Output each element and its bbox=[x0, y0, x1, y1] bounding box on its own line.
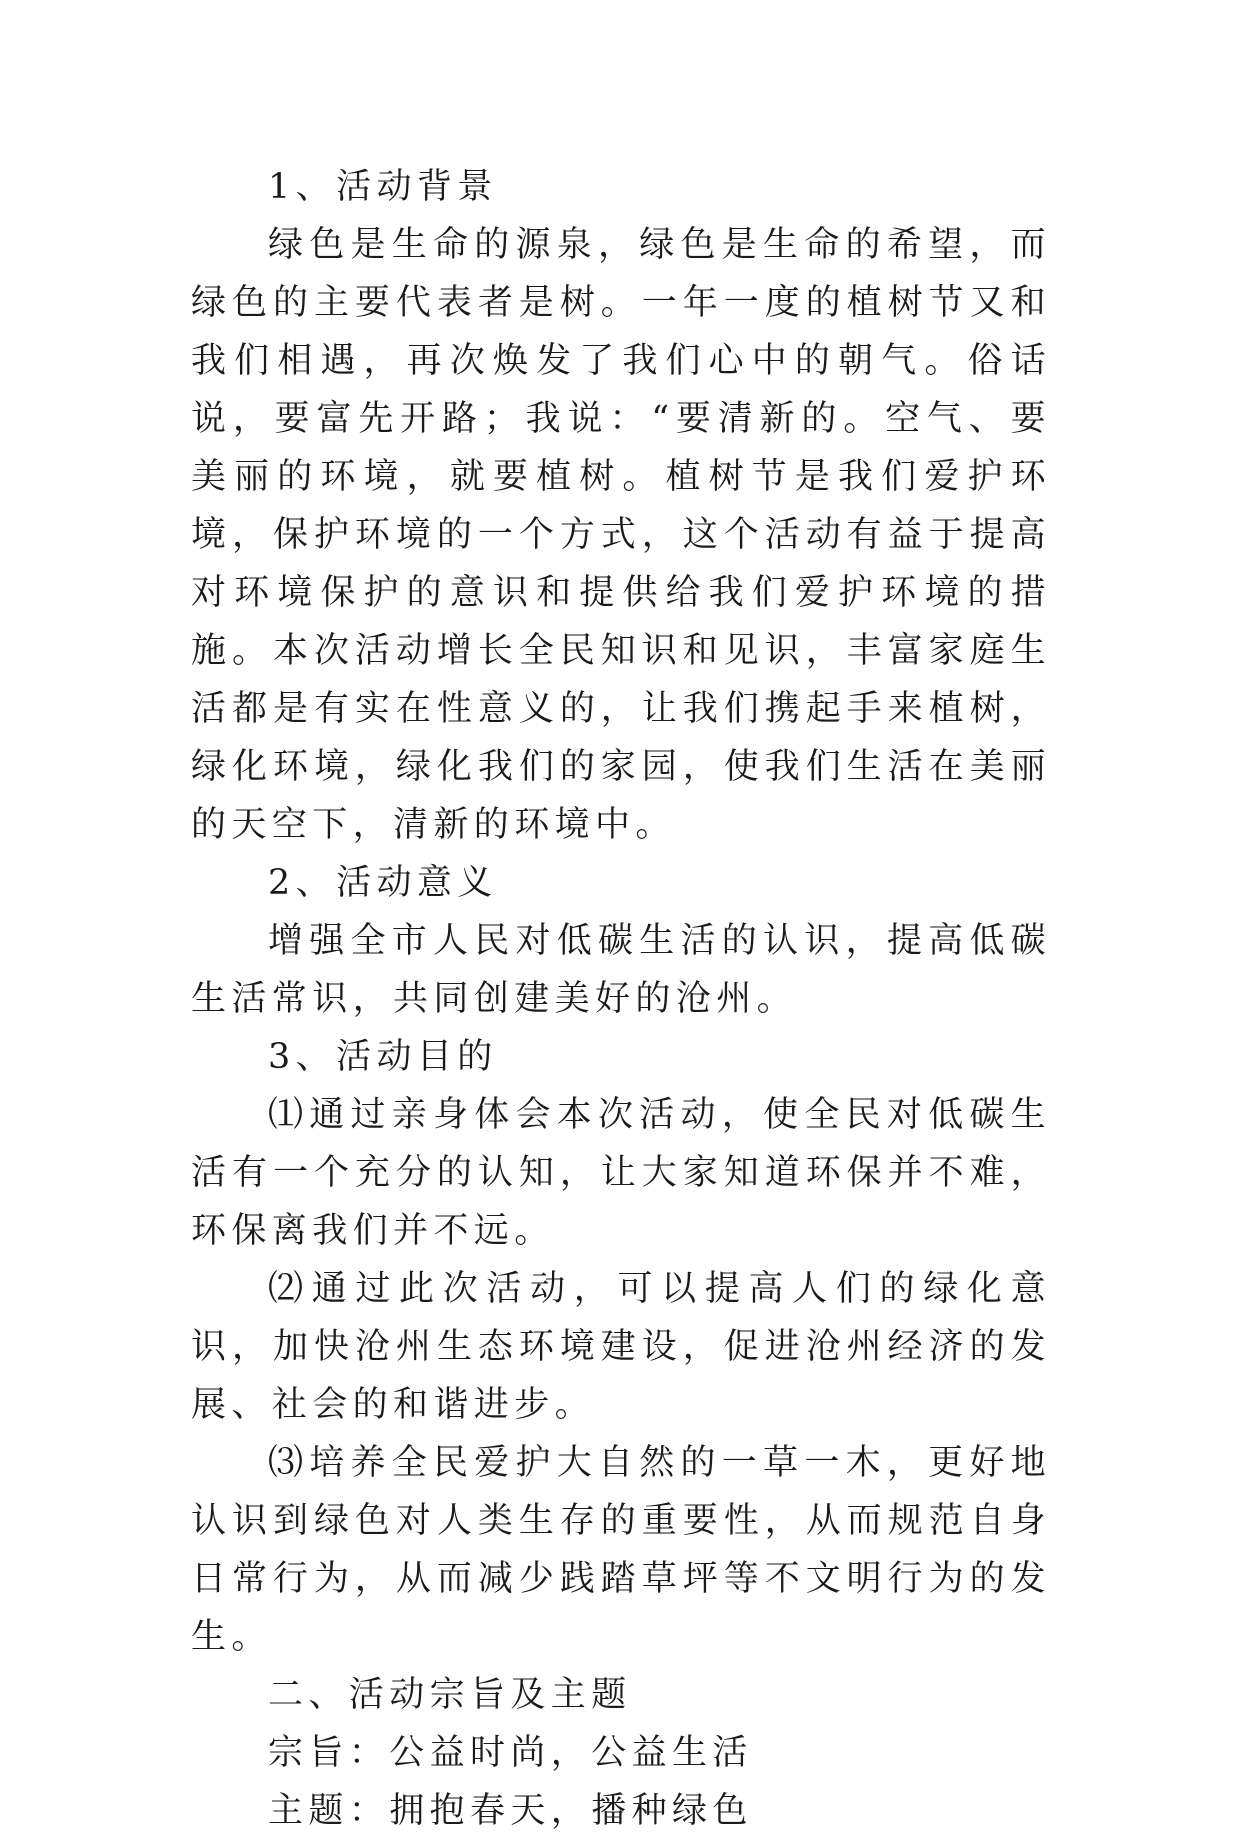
section-heading-background: 1、活动背景 bbox=[268, 167, 498, 207]
tenet-line: 宗旨：公益时尚，公益生活 bbox=[268, 1733, 753, 1773]
section-heading-tenet-theme: 二、活动宗旨及主题 bbox=[268, 1675, 632, 1715]
paragraph-background: 绿色是生命的源泉，绿色是生命的希望，而绿色的主要代表者是树。一年一度的植树节又和我们相遇，再次焕发了我们心中的朝气。俗话说，要富先开路；我说：“要清新的。空气、要美丽的环境，就要植树。植树节是我们爱护环境，保护环境的一个方式，这个活动有益于提高对环境保护的意识和提供给我们爱护环境的措施。本次活动增长全民知识和见识，丰富家庭生活都是有实在性意义的，让我们携起手来植树，绿化环境，绿化我们的家园，使我们生活在美丽的天空下，清新的环境中。 bbox=[191, 225, 1051, 845]
paragraph-purpose-3: ⑶培养全民爱护大自然的一草一木，更好地认识到绿色对人类生存的重要性，从而规范自身日常行为，从而减少践踏草坪等不文明行为的发生。 bbox=[191, 1443, 1051, 1657]
section-heading-significance: 2、活动意义 bbox=[268, 863, 498, 903]
paragraph-purpose-2: ⑵通过此次活动，可以提高人们的绿化意识，加快沧州生态环境建设，促进沧州经济的发展、社会的和谐进步。 bbox=[191, 1269, 1051, 1425]
theme-line: 主题：拥抱春天，播种绿色 bbox=[268, 1791, 753, 1831]
section-heading-purpose: 3、活动目的 bbox=[268, 1037, 498, 1077]
paragraph-significance: 增强全市人民对低碳生活的认识，提高低碳生活常识，共同创建美好的沧州。 bbox=[191, 921, 1051, 1019]
document-body bbox=[191, 158, 1051, 1840]
paragraph-purpose-1: ⑴通过亲身体会本次活动，使全民对低碳生活有一个充分的认知，让大家知道环保并不难，环保离我们并不远。 bbox=[191, 1095, 1051, 1251]
